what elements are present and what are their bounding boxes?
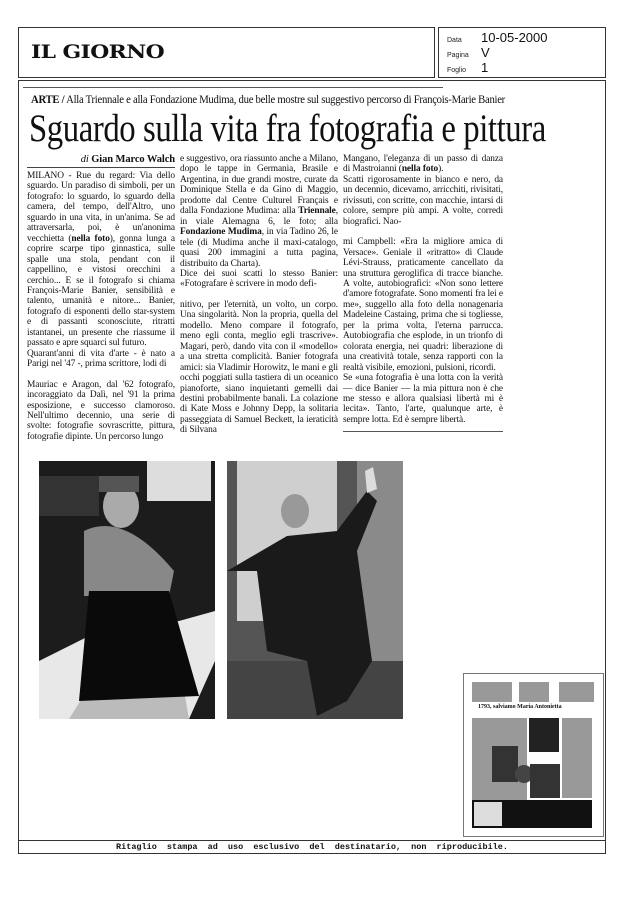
paragraph-text: Se «una fotografia è una lotta con la verità — dice Banier — la mia pittura non è che me stesso e allora qualsiasi libertà mi è lecita». Tanto, l'arte, qualunque arte, è sempre lotta. Ed è sempre libertà. — [343, 373, 503, 425]
sheet-row — [447, 60, 488, 75]
paragraph-text: Mauriac e Aragon, dal '62 fotografo, incoraggiato da Dalì, nel '91 la prima esposizione, e successo clamoroso. Nell'ultimo decennio, una serie di svolte: fotografie sovrascritte, pittura, fotografie dipinte. Un percorso lungo — [27, 379, 175, 442]
article-paragraph — [180, 300, 338, 436]
article-paragraph — [180, 154, 338, 269]
article-paragraph — [27, 380, 175, 443]
paragraph-text: Quarant'anni di vita d'arte - è nato a Parigi nel '47 -, prima scrittore, lodi di — [27, 348, 175, 370]
thumbnail-headline: 1793, salviamo Maria Antonietta — [478, 704, 562, 710]
page-row — [447, 45, 490, 60]
photo-mastroianni-dancing — [227, 461, 403, 719]
paragraph-text: e suggestivo, ora riassunto anche a Milano, dopo le tappe in Germania, Brasile e Argentina, in due grandi mostre, curate da Dominique Stella e da Gino di Maggio, prodotte dal Centre Culturel Français e dalla Fondazione Mudima: alla — [180, 154, 338, 217]
paragraph-text: Dice dei suoi scatti lo stesso Banier: «Fotografare è scrivere in modo defi- — [180, 268, 338, 290]
paragraph-text: Scatti rigorosamente in bianco e nero, da un decennio, dicevamo, arricchiti, rivisitati, rivissuti, con scritte, con macchie, intarsi di colore, sempre più ampi. A volte, corredi biografici. Nao- — [343, 174, 503, 227]
page-label: Pagina — [447, 52, 469, 59]
copyright-notice: Ritaglio stampa ad uso esclusivo del destinatario, non riproducibile. — [19, 840, 605, 853]
newspaper-logo: IL GIORNO — [31, 41, 165, 63]
paragraph-text: nitivo, per l'eternità, un volto, un corpo. Una singolarità. Non la propria, quella del modello. Meno compare il fotografo, meno egli conta, meglio egli trascrive». Magari, però, dando vita con il «modello» a una stretta complicità. Banier fotografa amici: sia Vladimir Horowitz, le mani e gli occhi poggiati sulla tastiera di un oceanico pianoforte, siano inquietanti gemelli dai destini probabilmente banali. La colazione di Kate Moss e Johnny Depp, la solitaria passeggiata di Samuel Beckett, la ieraticità di Silvana — [180, 299, 338, 436]
paragraph-text: ), gonna lunga a coprire scarpe tipo ginnastica, sulle spalle una stola, pendant con il cappellino, e vistosi orecchini a cerchio... E se il fotografo si chiama François-Marie Banier, sensibilità e talento, umanità e nitore... Banier, fotografo di esponenti dello star-system e di passanti sconosciute, ritratti istantanei, un presente che riassume il passato e apre squarci sul futuro. — [27, 233, 175, 349]
article-paragraph — [343, 154, 503, 175]
column-end-rule — [343, 431, 503, 432]
paragraph-text: Mangano, l'eleganza di un passo di danza di Mastroianni ( — [343, 154, 503, 175]
article-paragraph — [27, 171, 175, 349]
date-value: 10-05-2000 — [481, 30, 548, 45]
bold-text: nella foto — [401, 164, 439, 175]
kicker-text: Alla Triennale e alla Fondazione Mudima, due belle mostre sul suggestivo percorso di François-Marie Banier — [66, 94, 505, 106]
sheet-value: 1 — [481, 60, 489, 75]
article-column-2 — [180, 154, 338, 436]
top-rule — [23, 87, 443, 88]
byline-prefix: di — [80, 154, 89, 165]
sheet-label: Foglio — [447, 67, 467, 74]
paragraph-text: MILANO - Rue du regard: Via dello sguardo. Un paradiso di simboli, per un fotografo: lo sguardo, lo sguardo della camera, del tempo, dell'Altro, uno sguardo in una vita, in un'anima. Se ad attraversarla, poi, è un'anonima vecchietta ( — [27, 171, 175, 244]
page-value: V — [481, 45, 490, 60]
paragraph-text: , in viale Alemagna 6, le foto; alla — [180, 206, 338, 227]
masthead-box — [18, 27, 435, 78]
article-column-3 — [343, 154, 503, 425]
paragraph-text: ). — [438, 164, 444, 175]
page-thumbnail — [463, 673, 604, 837]
bold-text: Triennale — [298, 206, 336, 217]
kicker — [31, 94, 505, 107]
article-paragraph — [27, 349, 175, 370]
headline: Sguardo sulla vita fra fotografia e pittura — [29, 107, 546, 150]
bold-text: Fondazione Mudima — [180, 227, 262, 238]
byline — [27, 154, 175, 168]
article-paragraph — [343, 237, 503, 373]
bold-text: nella foto — [71, 233, 110, 244]
clipping-meta-box — [438, 27, 606, 78]
article-paragraph — [180, 269, 338, 290]
date-row — [447, 30, 548, 45]
paragraph-text: mi Campbell: «Era la migliore amica di Versace». Geniale il «ritratto» di Claude Lévi-Strauss, praticamente cancellato da una struttura geroglifica di tracce bianche. A volte, autobiografici: «Non sono lettere d'amore fotografate. Sono momenti fra lei e me», suggello alla foto della nonagenaria Madeleine Castaing, prima che si togliesse, per la prima volta, l'eterna parrucca. Autobiografia che esplode, in un trionfo di colorata energia, nei quadri: liberazione di una creatività totale, senza rapporti con la realtà visibile, emozioni, pulsioni, ricordi. — [343, 237, 503, 373]
kicker-section: ARTE / — [31, 94, 65, 106]
article-column-1 — [27, 154, 175, 442]
article-clipping — [18, 80, 606, 854]
byline-author: Gian Marco Walch — [91, 154, 175, 165]
paragraph-text: , in via Tadino 26, le tele (di Mudima anche il maxi-catalogo, quasi 200 immagini a tutta pagina, distribuito da Charta). — [180, 227, 338, 269]
article-paragraph — [343, 373, 503, 425]
date-label: Data — [447, 37, 462, 44]
photo-elderly-woman — [39, 461, 215, 719]
article-paragraph — [343, 175, 503, 227]
